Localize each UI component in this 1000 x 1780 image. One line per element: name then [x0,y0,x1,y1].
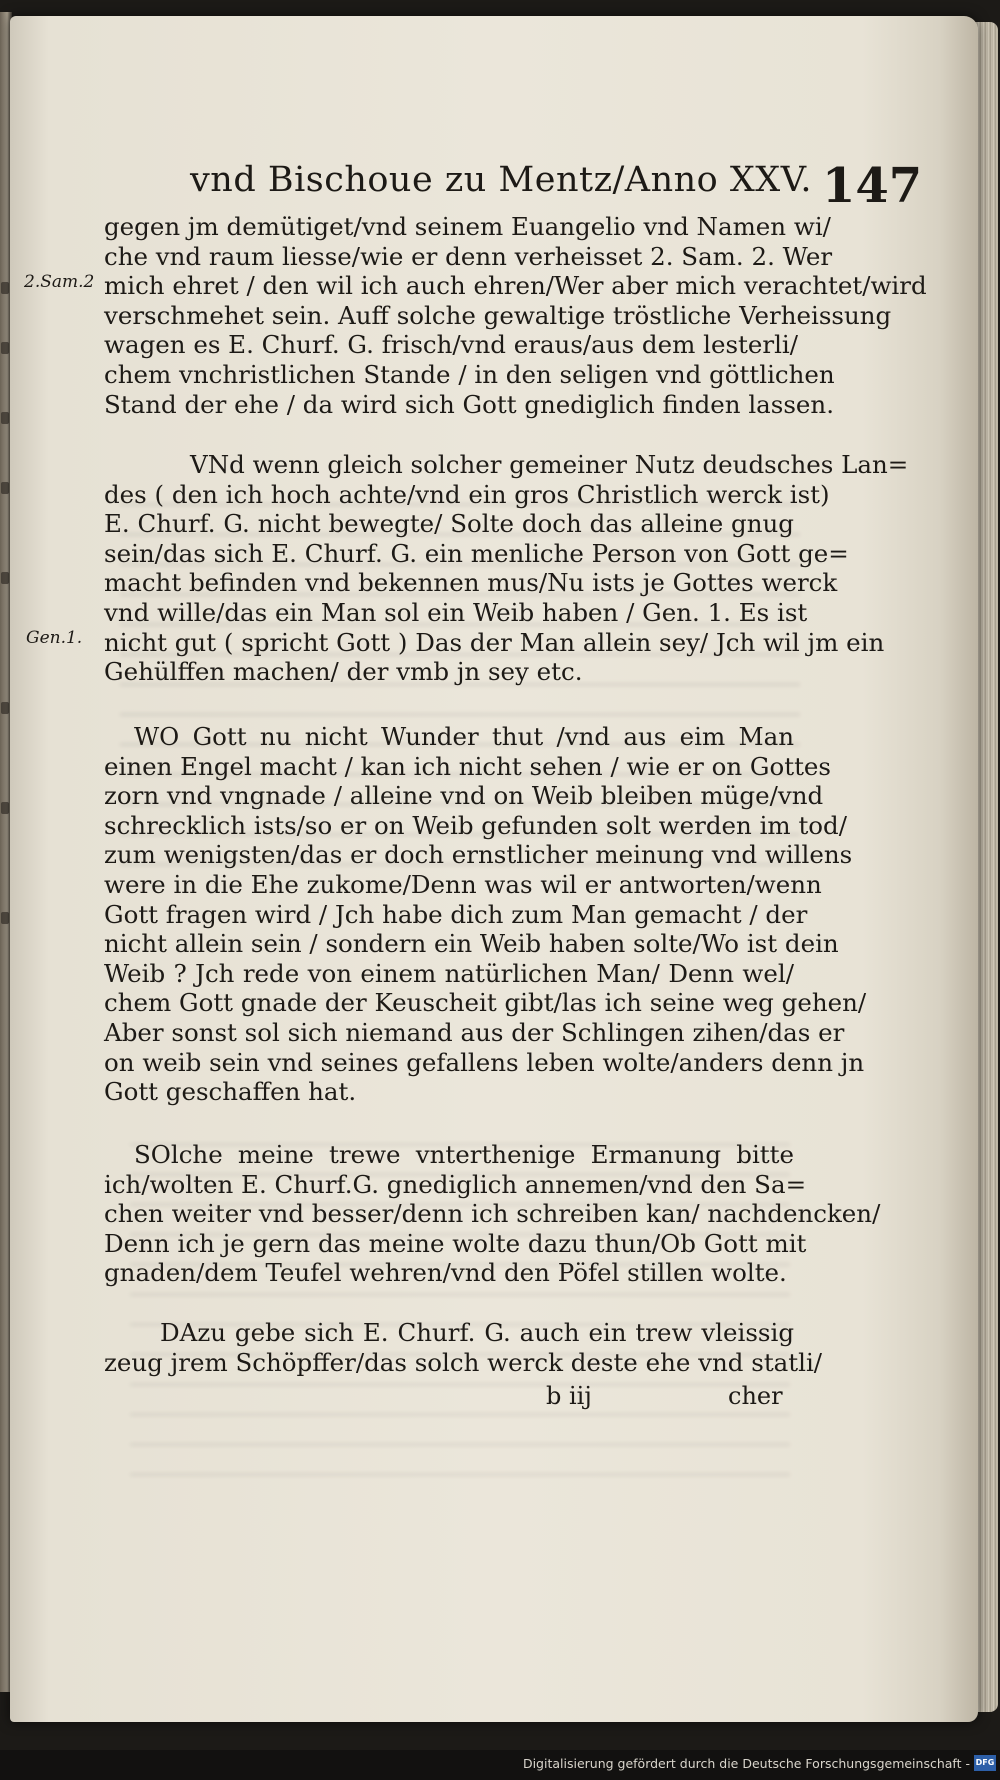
text-line: verschmehet sein. Auff solche gewaltige tröstliche Verheissung [104,300,892,330]
catchword: cher [728,1382,783,1410]
text-line: Gott fragen wird / Jch habe dich zum Man gemacht / der [104,899,808,929]
text-line: E. Churf. G. nicht bewegte/ Solte doch das alleine gnug [104,509,794,539]
text-line: ich/wolten E. Churf.G. gnediglich annemen/vnd den Sa= [104,1169,807,1199]
text-line: WO Gott nu nicht Wunder thut /vnd aus eim Man [134,722,794,751]
text-line: chem Gott gnade der Keuscheit gibt/las ich seine weg gehen/ [104,988,867,1018]
text-line: mich ehret / den wil ich auch ehren/Wer aber mich verachtet/wird [104,271,927,301]
paragraph-5 [104,1318,823,1377]
text-line: SOlche meine trewe vnterthenige Ermanung bitte [134,1140,794,1169]
text-line: gegen jm demütiget/vnd seinem Euangelio vnd Namen wi/ [104,212,831,241]
text-line: Gott geschaffen hat. [104,1077,357,1107]
text-line: chen weiter vnd besser/denn ich schreiben kan/ nachdencken/ [104,1199,881,1229]
signature-mark: b iij [546,1382,592,1410]
text-line: chem vnchristlichen Stande / in den seligen vnd göttlichen [104,359,835,389]
text-line: wagen es E. Churf. G. frisch/vnd eraus/aus dem lesterli/ [104,330,799,360]
text-line: Stand der ehe / da wird sich Gott gnediglich finden lassen. [104,389,834,419]
text-line: nicht gut ( spricht Gott ) Das der Man allein sey/ Jch wil jm ein [104,627,885,657]
page-number: 147 [822,158,923,214]
text-line: nicht allein sein / sondern ein Weib haben solte/Wo ist dein [104,929,839,959]
text-line: che vnd raum liesse/wie er denn verheisset 2. Sam. 2. Wer [104,241,833,271]
text-line: on weib sein vnd seines gefallens leben wolte/anders denn jn [104,1047,865,1077]
text-line: Weib ? Jch rede von einem natürlichen Man/ Denn wel/ [104,958,794,988]
text-line: Gehülffen machen/ der vmb jn sey etc. [104,657,583,687]
text-line: VNd wenn gleich solcher gemeiner Nutz deudsches Lan= [190,450,909,479]
paragraph-3 [104,722,867,1107]
text-line: gnaden/dem Teufel wehren/vnd den Pöfel stillen wolte. [104,1258,787,1288]
text-line: Denn ich je gern das meine wolte dazu thun/Ob Gott mit [104,1228,807,1258]
text-line: sein/das sich E. Churf. G. ein menliche Person von Gott ge= [104,538,849,568]
text-line: zorn vnd vngnade / alleine vnd on Weib bleiben müge/vnd [104,781,824,811]
paragraph-1 [104,212,927,419]
text-line: Aber sonst sol sich niemand aus der Schlingen zihen/das er [104,1017,845,1047]
funding-credit: Digitalisierung gefördert durch die Deutsche Forschungsgemeinschaft - [522,1756,970,1771]
paragraph-4 [104,1140,881,1288]
dfg-logo: DFG [974,1755,996,1771]
margin-note-sam: 2.Sam.2 [24,272,95,292]
paragraph-2 [104,450,909,687]
text-line: vnd wille/das ein Man sol ein Weib haben / Gen. 1. Es ist [104,597,808,627]
text-line: einen Engel macht / kan ich nicht sehen / wie er on Gottes [104,751,832,781]
text-line: DAzu gebe sich E. Churf. G. auch ein trew vleissig [160,1318,794,1347]
text-line: schrecklich ists/so er on Weib gefunden solt werden im tod/ [104,810,847,840]
running-head: vnd Bischoue zu Mentz/Anno XXV. [190,160,812,200]
text-line: macht befinden vnd bekennen mus/Nu ists je Gottes werck [104,568,838,598]
text-line: zum wenigsten/das er doch ernstlicher meinung vnd willens [104,840,853,870]
text-line: zeug jrem Schöpffer/das solch werck deste ehe vnd statli/ [104,1347,823,1377]
text-line: des ( den ich hoch achte/vnd ein gros Christlich werck ist) [104,479,830,509]
footer-bar [0,1750,1000,1780]
text-line: were in die Ehe zukome/Denn was wil er antworten/wenn [104,869,822,899]
margin-note-gen: Gen.1. [26,628,83,648]
